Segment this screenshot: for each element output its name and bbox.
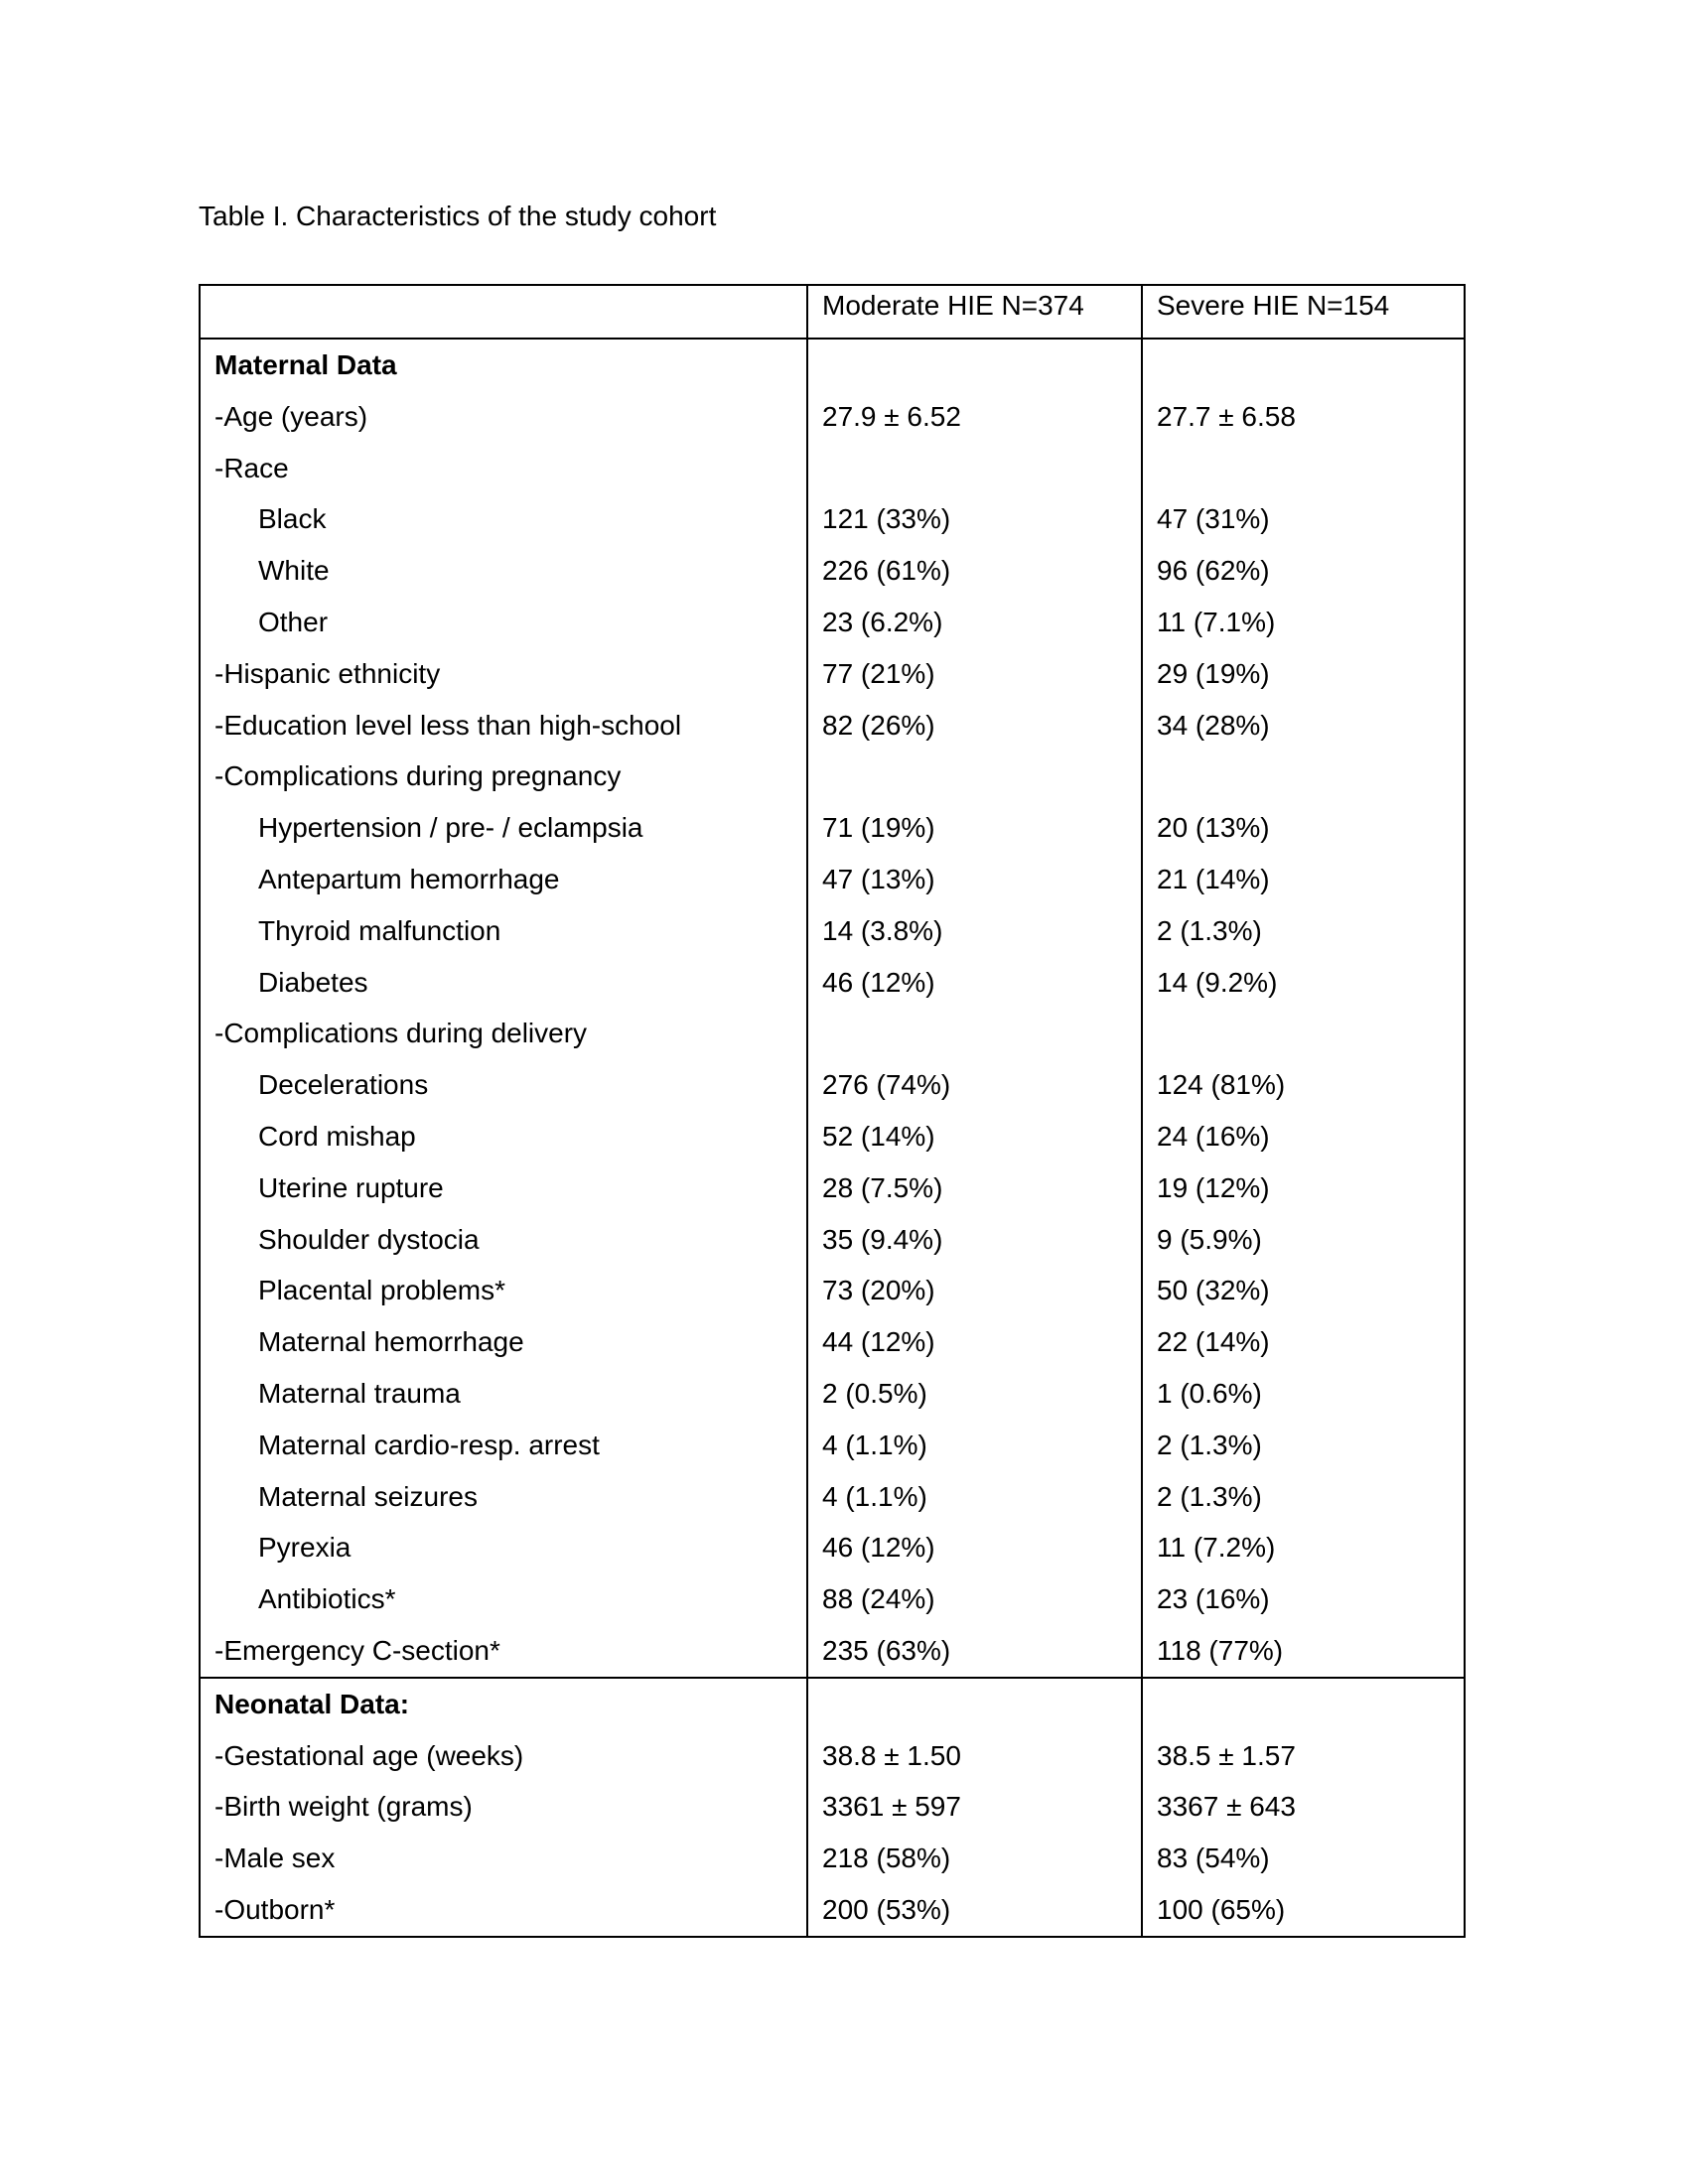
severe-value-cell — [1142, 1678, 1465, 1730]
severe-value-cell: 2 (1.3%) — [1142, 1471, 1465, 1523]
table-row — [200, 493, 1465, 545]
severe-value-cell: 22 (14%) — [1142, 1316, 1465, 1368]
row-label-cell: Antibiotics* — [200, 1573, 807, 1625]
moderate-value-cell: 3361 ± 597 — [807, 1781, 1142, 1833]
table-row — [200, 1884, 1465, 1937]
moderate-value-cell: 235 (63%) — [807, 1625, 1142, 1678]
table-row — [200, 854, 1465, 905]
severe-value-cell: 100 (65%) — [1142, 1884, 1465, 1937]
table-row — [200, 1008, 1465, 1059]
severe-value-cell: 24 (16%) — [1142, 1111, 1465, 1162]
moderate-value-cell: 14 (3.8%) — [807, 905, 1142, 957]
row-label-cell: Maternal hemorrhage — [200, 1316, 807, 1368]
moderate-value-cell: 23 (6.2%) — [807, 597, 1142, 648]
table-row — [200, 1111, 1465, 1162]
table-row — [200, 1522, 1465, 1573]
table-row — [200, 1265, 1465, 1316]
row-label-cell: -Emergency C-section* — [200, 1625, 807, 1678]
table-row — [200, 957, 1465, 1009]
table-row — [200, 1678, 1465, 1730]
row-label-cell: -Hispanic ethnicity — [200, 648, 807, 700]
row-label-cell: Shoulder dystocia — [200, 1214, 807, 1266]
row-label-cell: Other — [200, 597, 807, 648]
severe-value-cell: 9 (5.9%) — [1142, 1214, 1465, 1266]
table-row — [200, 1781, 1465, 1833]
cohort-table — [199, 284, 1466, 1938]
severe-value-cell: 29 (19%) — [1142, 648, 1465, 700]
table-row — [200, 1573, 1465, 1625]
severe-value-cell: 20 (13%) — [1142, 802, 1465, 854]
row-label-cell: Decelerations — [200, 1059, 807, 1111]
moderate-value-cell: 52 (14%) — [807, 1111, 1142, 1162]
table-row — [200, 1059, 1465, 1111]
row-label-cell: -Complications during delivery — [200, 1008, 807, 1059]
severe-value-cell: 11 (7.1%) — [1142, 597, 1465, 648]
moderate-value-cell: 4 (1.1%) — [807, 1420, 1142, 1471]
table-row — [200, 1420, 1465, 1471]
severe-value-cell: 19 (12%) — [1142, 1162, 1465, 1214]
moderate-value-cell: 218 (58%) — [807, 1833, 1142, 1884]
moderate-value-cell — [807, 339, 1142, 391]
table-row — [200, 1833, 1465, 1884]
row-label-cell: Thyroid malfunction — [200, 905, 807, 957]
moderate-value-cell: 276 (74%) — [807, 1059, 1142, 1111]
table-row — [200, 443, 1465, 494]
severe-value-cell: 118 (77%) — [1142, 1625, 1465, 1678]
severe-value-cell: 27.7 ± 6.58 — [1142, 391, 1465, 443]
severe-value-cell: 3367 ± 643 — [1142, 1781, 1465, 1833]
moderate-value-cell: 47 (13%) — [807, 854, 1142, 905]
table-row — [200, 1368, 1465, 1420]
moderate-value-cell: 46 (12%) — [807, 957, 1142, 1009]
moderate-value-cell: 44 (12%) — [807, 1316, 1142, 1368]
severe-value-cell: 2 (1.3%) — [1142, 905, 1465, 957]
table-row — [200, 802, 1465, 854]
moderate-value-cell — [807, 1008, 1142, 1059]
severe-value-cell — [1142, 339, 1465, 391]
moderate-value-cell: 27.9 ± 6.52 — [807, 391, 1142, 443]
moderate-value-cell: 38.8 ± 1.50 — [807, 1730, 1142, 1782]
row-label-cell: Neonatal Data: — [200, 1678, 807, 1730]
moderate-value-cell — [807, 443, 1142, 494]
severe-value-cell: 2 (1.3%) — [1142, 1420, 1465, 1471]
moderate-value-cell: 77 (21%) — [807, 648, 1142, 700]
row-label-cell: Black — [200, 493, 807, 545]
moderate-value-cell — [807, 751, 1142, 802]
row-label-cell: -Male sex — [200, 1833, 807, 1884]
table-row — [200, 751, 1465, 802]
moderate-value-cell: 4 (1.1%) — [807, 1471, 1142, 1523]
severe-value-cell: 34 (28%) — [1142, 700, 1465, 751]
header-cell-severe: Severe HIE N=154 — [1142, 285, 1465, 339]
row-label-cell: -Complications during pregnancy — [200, 751, 807, 802]
moderate-value-cell: 121 (33%) — [807, 493, 1142, 545]
row-label-cell: -Education level less than high-school — [200, 700, 807, 751]
row-label-cell: Uterine rupture — [200, 1162, 807, 1214]
table-row — [200, 648, 1465, 700]
row-label-cell: Cord mishap — [200, 1111, 807, 1162]
moderate-value-cell: 46 (12%) — [807, 1522, 1142, 1573]
row-label-cell: Pyrexia — [200, 1522, 807, 1573]
table-row — [200, 391, 1465, 443]
severe-value-cell: 50 (32%) — [1142, 1265, 1465, 1316]
cohort-table-body — [200, 285, 1465, 1937]
row-label-cell: -Race — [200, 443, 807, 494]
severe-value-cell: 83 (54%) — [1142, 1833, 1465, 1884]
row-label-cell: Maternal seizures — [200, 1471, 807, 1523]
table-caption: Table I. Characteristics of the study cohort — [199, 201, 717, 231]
severe-value-cell: 96 (62%) — [1142, 545, 1465, 597]
row-label-cell: Maternal trauma — [200, 1368, 807, 1420]
severe-value-cell: 38.5 ± 1.57 — [1142, 1730, 1465, 1782]
table-row — [200, 339, 1465, 391]
row-label-cell: Hypertension / pre- / eclampsia — [200, 802, 807, 854]
table-row — [200, 545, 1465, 597]
table-row — [200, 905, 1465, 957]
header-cell-label — [200, 285, 807, 339]
row-label-cell: Antepartum hemorrhage — [200, 854, 807, 905]
severe-value-cell: 124 (81%) — [1142, 1059, 1465, 1111]
table-row — [200, 1471, 1465, 1523]
row-label-cell: Diabetes — [200, 957, 807, 1009]
severe-value-cell: 11 (7.2%) — [1142, 1522, 1465, 1573]
row-label-cell: -Age (years) — [200, 391, 807, 443]
moderate-value-cell: 28 (7.5%) — [807, 1162, 1142, 1214]
moderate-value-cell: 73 (20%) — [807, 1265, 1142, 1316]
row-label-cell: -Birth weight (grams) — [200, 1781, 807, 1833]
moderate-value-cell: 200 (53%) — [807, 1884, 1142, 1937]
severe-value-cell — [1142, 751, 1465, 802]
severe-value-cell: 1 (0.6%) — [1142, 1368, 1465, 1420]
row-label-cell: -Outborn* — [200, 1884, 807, 1937]
row-label-cell: Placental problems* — [200, 1265, 807, 1316]
moderate-value-cell: 226 (61%) — [807, 545, 1142, 597]
table-row — [200, 1625, 1465, 1678]
moderate-value-cell: 2 (0.5%) — [807, 1368, 1142, 1420]
table-row — [200, 1730, 1465, 1782]
table-row — [200, 1214, 1465, 1266]
severe-value-cell: 23 (16%) — [1142, 1573, 1465, 1625]
moderate-value-cell: 35 (9.4%) — [807, 1214, 1142, 1266]
header-cell-moderate: Moderate HIE N=374 — [807, 285, 1142, 339]
row-label-cell: White — [200, 545, 807, 597]
table-row — [200, 597, 1465, 648]
row-label-cell: Maternal cardio-resp. arrest — [200, 1420, 807, 1471]
table-row — [200, 700, 1465, 751]
moderate-value-cell: 82 (26%) — [807, 700, 1142, 751]
severe-value-cell — [1142, 443, 1465, 494]
row-label-cell: Maternal Data — [200, 339, 807, 391]
severe-value-cell: 47 (31%) — [1142, 493, 1465, 545]
severe-value-cell: 14 (9.2%) — [1142, 957, 1465, 1009]
moderate-value-cell — [807, 1678, 1142, 1730]
severe-value-cell — [1142, 1008, 1465, 1059]
table-row — [200, 1162, 1465, 1214]
row-label-cell: -Gestational age (weeks) — [200, 1730, 807, 1782]
moderate-value-cell: 71 (19%) — [807, 802, 1142, 854]
severe-value-cell: 21 (14%) — [1142, 854, 1465, 905]
moderate-value-cell: 88 (24%) — [807, 1573, 1142, 1625]
table-header-row — [200, 285, 1465, 339]
table-row — [200, 1316, 1465, 1368]
